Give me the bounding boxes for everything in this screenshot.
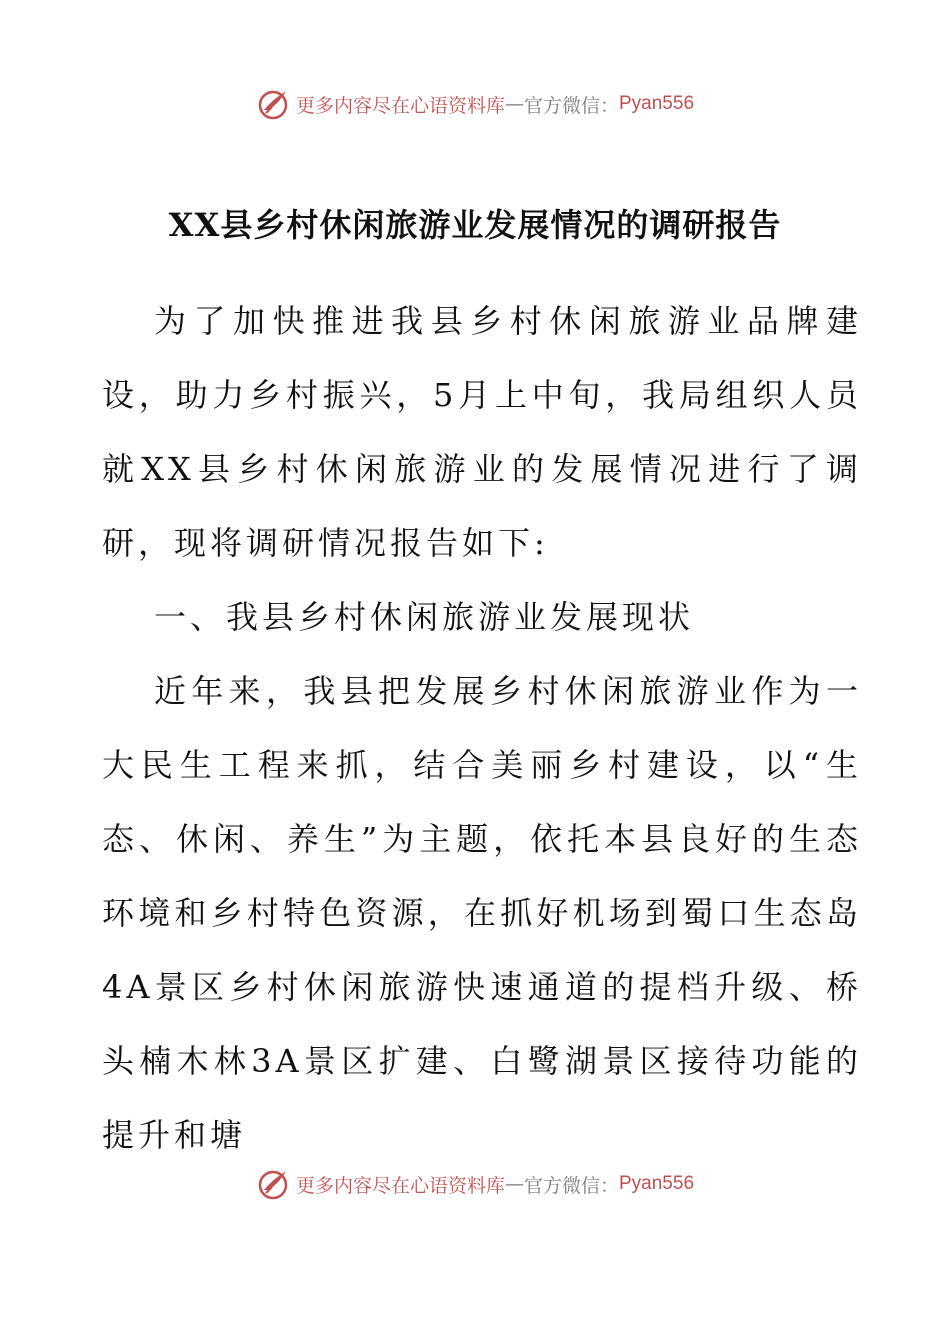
watermark-wechat-label: 官方微信：	[523, 94, 619, 117]
body-paragraph: 近年来，我县把发展乡村休闲旅游业作为一大民生工程来抓，结合美丽乡村建设，以“生态、休闲、养生”为主题，依托本县良好的生态环境和乡村特色资源，在抓好机场到蜀口生态岛4A景区乡村休闲旅游快速通道的提档升级、桥头楠木林3A景区扩建、白鹭湖景区接待功能的提升和塘	[102, 672, 862, 1154]
watermark-wechat-id: Pyan556	[619, 93, 695, 114]
quill-pen-logo-icon	[256, 86, 292, 122]
body-paragraph: 为了加快推进我县乡村休闲旅游业品牌建设，助力乡村振兴，5月上中旬，我局组织人员就XX县乡村休闲旅游业的发展情况进行了调研，现将调研情况报告如下:	[102, 302, 862, 562]
watermark-wechat-label: 官方微信：	[523, 1174, 619, 1197]
watermark-text: 更多内容尽在心语资料库	[295, 94, 505, 117]
document-body	[102, 284, 862, 1172]
document-title: XX县乡村休闲旅游业发展情况的调研报告	[168, 206, 782, 244]
quill-pen-logo-icon	[256, 1166, 292, 1202]
watermark-wechat-id: Pyan556	[619, 1173, 695, 1194]
watermark-dash: —	[504, 1173, 524, 1195]
header-watermark	[0, 84, 950, 124]
section-heading: 一、我县乡村休闲旅游业发展现状	[154, 598, 695, 636]
watermark-dash: —	[504, 93, 524, 115]
watermark-text: 更多内容尽在心语资料库	[295, 1174, 505, 1197]
footer-watermark	[0, 1164, 950, 1204]
